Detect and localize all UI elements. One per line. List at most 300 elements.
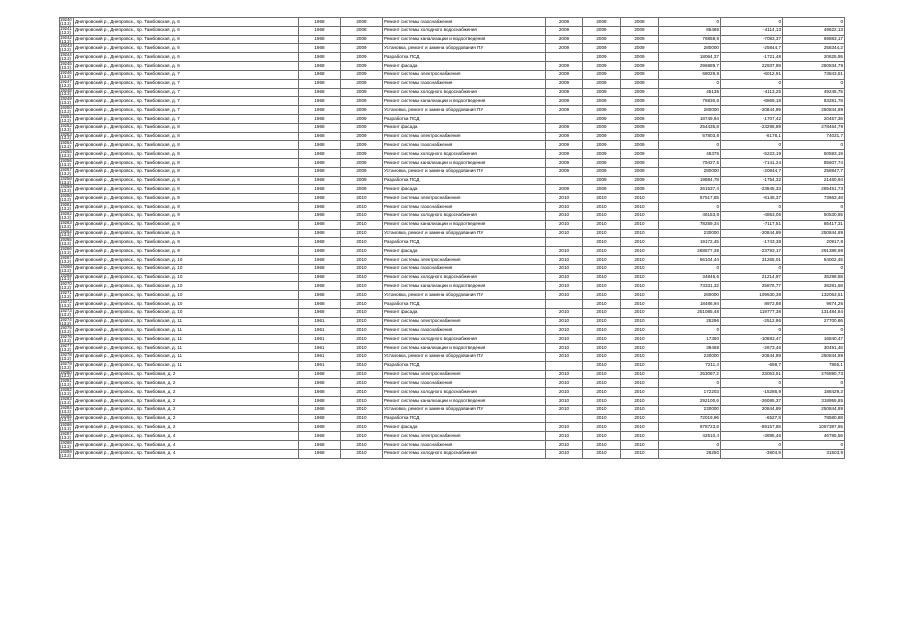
row-id-cell: 19242 (13.2): [60, 35, 72, 44]
cost-delta-cell: -89157,85: [721, 423, 783, 432]
cost-total-cell: 26250: [659, 449, 721, 458]
cost-final-cell: 276890,73: [783, 370, 845, 379]
year-end-cell: 2010: [583, 344, 621, 353]
year-finish-cell: 2010: [621, 264, 659, 273]
cost-delta-cell: -6178,1: [721, 132, 783, 141]
row-id-cell: 19282 (13.2): [60, 387, 72, 397]
build-year-cell: 1968: [299, 238, 341, 247]
row-id-cell: 19245 (13.2): [60, 61, 72, 70]
year-finish-cell: 2010: [621, 344, 659, 353]
build-year-cell: 1968: [299, 62, 341, 71]
cost-final-cell: 280834,79: [783, 62, 845, 71]
year-start-cell: [546, 414, 583, 423]
address-cell: Днепровский р., Днепровск., пр. Тамбовая, д. 2: [74, 370, 299, 379]
cost-final-cell: 27700,86: [783, 317, 845, 326]
cost-delta-cell: 8972,88: [721, 300, 783, 309]
address-cell: Днепровский р., Днепровск., пр. Тамбовая, д. 2: [74, 379, 299, 388]
year-finish-cell: 2009: [621, 123, 659, 132]
year-finish-cell: 2009: [621, 150, 659, 159]
address-cell: Днепровский р., Днепровск., пр. Тамбовая, д. 2: [74, 423, 299, 432]
year-end-cell: 2009: [583, 106, 621, 115]
cost-final-cell: 73663,48: [783, 194, 845, 203]
cost-delta-cell: -658,7: [721, 361, 783, 370]
year-end-cell: 2009: [583, 141, 621, 150]
year-start-cell: 2010: [546, 203, 583, 212]
row-id-cell: 19260 (13.2): [60, 193, 72, 203]
cost-final-cell: 7855,1: [783, 361, 845, 370]
address-cell: Днепровский р., Днепровск., пр. Тамбовая, д. 4: [74, 449, 299, 458]
cost-delta-cell: -25844,7: [721, 44, 783, 53]
table-row: [60, 70, 845, 79]
plan-year-cell: 2009: [341, 123, 383, 132]
cost-final-cell: 85607,74: [783, 159, 845, 168]
cost-total-cell: 67803,8: [659, 132, 721, 141]
year-end-cell: 2010: [583, 388, 621, 397]
cost-final-cell: 285451,73: [783, 185, 845, 194]
year-end-cell: 2010: [583, 238, 621, 247]
cost-final-cell: 318955,85: [783, 396, 845, 405]
address-cell: Днепровский р., Днепровск., пр. Тамбовая, д. 2: [74, 396, 299, 405]
year-finish-cell: 2010: [621, 432, 659, 441]
table-row: [60, 388, 845, 397]
year-start-cell: 2010: [546, 326, 583, 335]
row-id-cell: 19253 (13.2): [60, 132, 72, 141]
cost-final-cell: 16840,47: [783, 335, 845, 344]
year-start-cell: 2010: [546, 441, 583, 450]
plan-year-cell: 2010: [341, 326, 383, 335]
address-cell: Днепровский р., Днепровск., пр. Тамбовская, д. 9: [74, 247, 299, 256]
cost-final-cell: 49622,13: [783, 26, 845, 35]
work-type-cell: Ремонт фасада: [383, 123, 546, 132]
row-id-cell: 19256 (13.2): [60, 158, 72, 167]
cost-total-cell: 0: [659, 79, 721, 88]
cost-total-cell: 7211,4: [659, 361, 721, 370]
cost-delta-cell: -26085,37: [721, 396, 783, 405]
build-year-cell: 1961: [299, 352, 341, 361]
year-start-cell: 2009: [546, 88, 583, 97]
address-cell: Днепровский р., Днепровск., пр. Тамбовская, д. 7: [74, 97, 299, 106]
table-row: [60, 264, 845, 273]
year-start-cell: 2010: [546, 247, 583, 256]
year-end-cell: 2009: [583, 185, 621, 194]
cost-delta-cell: -3895,46: [721, 432, 783, 441]
table-row: [60, 53, 845, 62]
address-cell: Днепровский р., Днепровск., пр. Тамбовская, д. 11: [74, 352, 299, 361]
year-start-cell: 2009: [546, 79, 583, 88]
year-finish-cell: 2010: [621, 282, 659, 291]
year-finish-cell: 2010: [621, 194, 659, 203]
cost-total-cell: 280000: [659, 291, 721, 300]
year-finish-cell: 2009: [621, 79, 659, 88]
year-start-cell: 2010: [546, 449, 583, 458]
cost-final-cell: 20917,8: [783, 238, 845, 247]
cost-final-cell: 250844,89: [783, 106, 845, 115]
build-year-cell: 1968: [299, 308, 341, 317]
build-year-cell: 1968: [299, 176, 341, 185]
plan-year-cell: 2009: [341, 185, 383, 194]
row-id-cell: 19268 (13.2): [60, 264, 72, 273]
build-year-cell: 1968: [299, 88, 341, 97]
year-finish-cell: 2010: [621, 370, 659, 379]
cost-final-cell: 291388,98: [783, 247, 845, 256]
work-type-cell: Установка, ремонт и замена оборудования ПУ: [383, 44, 546, 53]
cost-final-cell: 20457,36: [783, 114, 845, 123]
plan-year-cell: 2010: [341, 361, 383, 370]
plan-year-cell: 2010: [341, 264, 383, 273]
plan-year-cell: 2010: [341, 203, 383, 212]
build-year-cell: 1968: [299, 211, 341, 220]
build-year-cell: 1968: [299, 396, 341, 405]
build-year-cell: 1968: [299, 114, 341, 123]
address-cell: Днепровский р., Днепровск., пр. Тамбовская, д. 8: [74, 159, 299, 168]
build-year-cell: 1968: [299, 291, 341, 300]
plan-year-cell: 2010: [341, 247, 383, 256]
work-type-cell: Установка, ремонт и замена оборудования ПУ: [383, 291, 546, 300]
cost-final-cell: 258847,7: [783, 167, 845, 176]
year-start-cell: 2010: [546, 396, 583, 405]
cost-total-cell: 18486,94: [659, 300, 721, 309]
cost-delta-cell: -15286,9: [721, 388, 783, 397]
build-year-cell: 1968: [299, 282, 341, 291]
cost-total-cell: 38458: [659, 344, 721, 353]
address-cell: Днепровский р., Днепровск., пр. Тамбовская, д. 9: [74, 220, 299, 229]
work-type-cell: Ремонт системы электроснабжения: [383, 194, 546, 203]
address-cell: Днепровский р., Днепровск., пр. Тамбовская, д. 7: [74, 106, 299, 115]
work-type-cell: Ремонт системы канализации и водоотведения: [383, 159, 546, 168]
table-row: [60, 441, 845, 450]
year-start-cell: 2009: [546, 159, 583, 168]
table-row: [60, 352, 845, 361]
table-row: [60, 220, 845, 229]
plan-year-cell: 2010: [341, 273, 383, 282]
work-type-cell: Ремонт фасада: [383, 62, 546, 71]
row-id-cell: 19278 (13.2): [60, 352, 72, 361]
year-finish-cell: 2010: [621, 379, 659, 388]
table-row: [60, 370, 845, 379]
table-row: [60, 141, 845, 150]
year-finish-cell: 2010: [621, 238, 659, 247]
plan-year-cell: 2010: [341, 344, 383, 353]
build-year-cell: 1968: [299, 449, 341, 458]
build-year-cell: 1968: [299, 264, 341, 273]
plan-year-cell: 2009: [341, 53, 383, 62]
row-id-cell: 19284 (13.2): [60, 405, 72, 414]
work-type-cell: Ремонт системы газоснабжения: [383, 264, 546, 273]
cost-final-cell: 69883,17: [783, 35, 845, 44]
table-body: [60, 18, 845, 459]
year-end-cell: 2009: [583, 97, 621, 106]
year-end-cell: 2010: [583, 229, 621, 238]
cost-delta-cell: -1707,42: [721, 114, 783, 123]
year-end-cell: 2009: [583, 88, 621, 97]
table-row: [60, 26, 845, 35]
year-end-cell: 2009: [583, 167, 621, 176]
cost-total-cell: 0: [659, 264, 721, 273]
plan-year-cell: 2009: [341, 141, 383, 150]
year-finish-cell: 2010: [621, 396, 659, 405]
cost-final-cell: 9674,26: [783, 300, 845, 309]
plan-year-cell: 2010: [341, 370, 383, 379]
build-year-cell: 1968: [299, 132, 341, 141]
row-id-cell: 19287 (13.2): [60, 431, 72, 441]
cost-final-cell: 74031,7: [783, 132, 845, 141]
table-row: [60, 326, 845, 335]
table-row: [60, 211, 845, 220]
cost-total-cell: 280000: [659, 44, 721, 53]
build-year-cell: 1968: [299, 405, 341, 414]
cost-delta-cell: -7083,37: [721, 35, 783, 44]
table-row: [60, 308, 845, 317]
cost-total-cell: 0: [659, 141, 721, 150]
plan-year-cell: 2009: [341, 114, 383, 123]
cost-total-cell: 73331,32: [659, 282, 721, 291]
year-start-cell: 2009: [546, 35, 583, 44]
year-end-cell: 2010: [583, 432, 621, 441]
row-id-cell: 19255 (13.2): [60, 149, 72, 159]
table-row: [60, 176, 845, 185]
address-cell: Днепровский р., Днепровск., пр. Тамбовская, д. 7: [74, 70, 299, 79]
address-cell: Днепровский р., Днепровск., пр. Тамбовская, д. 11: [74, 361, 299, 370]
year-start-cell: 2009: [546, 106, 583, 115]
cost-delta-cell: -4113,25: [721, 88, 783, 97]
cost-final-cell: 0: [783, 264, 845, 273]
cost-total-cell: 79427,5: [659, 159, 721, 168]
address-cell: Днепровский р., Днепровск., пр. Тамбовская, д. 9: [74, 229, 299, 238]
row-id-cell: 19254 (13.2): [60, 140, 72, 150]
year-start-cell: 2010: [546, 352, 583, 361]
year-start-cell: 2010: [546, 388, 583, 397]
cost-delta-cell: 21214,97: [721, 273, 783, 282]
cost-final-cell: 0: [783, 79, 845, 88]
cost-final-cell: 50593,19: [783, 150, 845, 159]
year-finish-cell: 2009: [621, 185, 659, 194]
address-cell: Днепровский р., Днепровск., пр. Тамбовая, д. 2: [74, 405, 299, 414]
year-start-cell: 2010: [546, 273, 583, 282]
year-start-cell: 2010: [546, 335, 583, 344]
table-row: [60, 229, 845, 238]
work-type-cell: Ремонт системы газоснабжения: [383, 79, 546, 88]
cost-total-cell: 0: [659, 203, 721, 212]
repair-program-table: [59, 17, 845, 459]
cost-delta-cell: -7117,51: [721, 220, 783, 229]
plan-year-cell: 2010: [341, 229, 383, 238]
year-finish-cell: 2010: [621, 247, 659, 256]
work-type-cell: Ремонт системы канализации и водоотведения: [383, 97, 546, 106]
address-cell: Днепровский р., Днепровск., пр. Тамбовская, д. 6: [74, 26, 299, 35]
work-type-cell: Установка, ремонт и замена оборудования ПУ: [383, 167, 546, 176]
year-end-cell: 2010: [583, 273, 621, 282]
year-finish-cell: 2009: [621, 141, 659, 150]
build-year-cell: 1968: [299, 53, 341, 62]
plan-year-cell: 2009: [341, 44, 383, 53]
cost-final-cell: 278464,79: [783, 123, 845, 132]
plan-year-cell: 2010: [341, 220, 383, 229]
cost-final-cell: 83281,78: [783, 97, 845, 106]
plan-year-cell: 2010: [341, 317, 383, 326]
build-year-cell: 1968: [299, 432, 341, 441]
year-end-cell: 2009: [583, 132, 621, 141]
table-row: [60, 414, 845, 423]
row-id-cell: 19275 (13.2): [60, 325, 72, 335]
address-cell: Днепровский р., Днепровск., пр. Тамбовская, д. 6: [74, 18, 299, 27]
cost-delta-cell: -6869,18: [721, 97, 783, 106]
address-cell: Днепровский р., Днепровск., пр. Тамбовская, д. 6: [74, 62, 299, 71]
year-finish-cell: 2009: [621, 70, 659, 79]
year-finish-cell: 2010: [621, 352, 659, 361]
year-end-cell: 2009: [583, 53, 621, 62]
plan-year-cell: 2010: [341, 238, 383, 247]
year-end-cell: 2010: [583, 335, 621, 344]
year-start-cell: 2009: [546, 141, 583, 150]
cost-total-cell: 230000: [659, 405, 721, 414]
year-finish-cell: 2010: [621, 317, 659, 326]
build-year-cell: 1968: [299, 220, 341, 229]
table-row: [60, 159, 845, 168]
cost-total-cell: 230000: [659, 229, 721, 238]
row-id-cell: 19285 (13.2): [60, 414, 72, 423]
cost-total-cell: 72019,96: [659, 414, 721, 423]
year-start-cell: 2010: [546, 255, 583, 264]
cost-delta-cell: 22937,89: [721, 62, 783, 71]
year-start-cell: 2010: [546, 220, 583, 229]
row-id-cell: 19240 (13.2): [60, 17, 72, 26]
plan-year-cell: 2009: [341, 88, 383, 97]
plan-year-cell: 2010: [341, 194, 383, 203]
plan-year-cell: 2010: [341, 388, 383, 397]
cost-total-cell: 230000: [659, 352, 721, 361]
address-cell: Днепровский р., Днепровск., пр. Тамбовская, д. 11: [74, 344, 299, 353]
year-start-cell: 2008: [546, 18, 583, 27]
work-type-cell: Ремонт фасада: [383, 247, 546, 256]
plan-year-cell: 2009: [341, 132, 383, 141]
build-year-cell: 1968: [299, 300, 341, 309]
row-id-cell: 19263 (13.2): [60, 220, 72, 229]
address-cell: Днепровский р., Днепровск., пр. Тамбовская, д. 10: [74, 255, 299, 264]
year-end-cell: 2010: [583, 308, 621, 317]
work-type-cell: Ремонт системы газоснабжения: [383, 326, 546, 335]
row-id-cell: 19266 (13.2): [60, 246, 72, 256]
cost-final-cell: 131484,84: [783, 308, 845, 317]
build-year-cell: 1968: [299, 370, 341, 379]
cost-total-cell: 254435,8: [659, 123, 721, 132]
plan-year-cell: 2009: [341, 97, 383, 106]
year-end-cell: 2009: [583, 123, 621, 132]
plan-year-cell: 2010: [341, 405, 383, 414]
cost-total-cell: 46375: [659, 150, 721, 159]
table-row: [60, 361, 845, 370]
table-row: [60, 317, 845, 326]
cost-final-cell: 250844,89: [783, 352, 845, 361]
cost-final-cell: 50530,85: [783, 211, 845, 220]
year-finish-cell: 2010: [621, 273, 659, 282]
cost-total-cell: 17360: [659, 335, 721, 344]
year-end-cell: 2009: [583, 114, 621, 123]
cost-delta-cell: 0: [721, 379, 783, 388]
row-id-cell: 19248 (13.2): [60, 88, 72, 97]
row-id-cell: 19283 (13.2): [60, 396, 72, 405]
work-type-cell: Ремонт системы газоснабжения: [383, 441, 546, 450]
row-id-cell: 19271 (13.2): [60, 290, 72, 300]
table-row: [60, 273, 845, 282]
row-id-cell: 19264 (13.2): [60, 229, 72, 238]
year-start-cell: 2010: [546, 282, 583, 291]
cost-final-cell: 84002,45: [783, 255, 845, 264]
plan-year-cell: 2009: [341, 167, 383, 176]
table-row: [60, 396, 845, 405]
plan-year-cell: 2010: [341, 300, 383, 309]
year-start-cell: 2009: [546, 44, 583, 53]
year-finish-cell: 2009: [621, 88, 659, 97]
cost-total-cell: 0: [659, 326, 721, 335]
address-cell: Днепровский р., Днепровск., пр. Тамбовская, д. 10: [74, 291, 299, 300]
year-finish-cell: 2009: [621, 26, 659, 35]
cost-delta-cell: -3804,9: [721, 449, 783, 458]
address-cell: Днепровский р., Днепровск., пр. Тамбовская, д. 8: [74, 141, 299, 150]
work-type-cell: Установка, ремонт и замена оборудования ПУ: [383, 405, 546, 414]
cost-delta-cell: 23053,51: [721, 370, 783, 379]
build-year-cell: 1968: [299, 106, 341, 115]
build-year-cell: 1961: [299, 344, 341, 353]
address-cell: Днепровский р., Днепровск., пр. Тамбовая, д. 2: [74, 388, 299, 397]
year-finish-cell: 2010: [621, 211, 659, 220]
table-row: [60, 62, 845, 71]
table-row: [60, 432, 845, 441]
address-cell: Днепровский р., Днепровск., пр. Тамбовская, д. 11: [74, 326, 299, 335]
work-type-cell: Разработка ПСД: [383, 361, 546, 370]
table-row: [60, 203, 845, 212]
build-year-cell: 1968: [299, 97, 341, 106]
year-end-cell: 2010: [583, 396, 621, 405]
cost-delta-cell: 0: [721, 203, 783, 212]
year-finish-cell: 2010: [621, 308, 659, 317]
cost-final-cell: 0: [783, 326, 845, 335]
year-start-cell: [546, 53, 583, 62]
table-row: [60, 114, 845, 123]
table-row: [60, 449, 845, 458]
work-type-cell: Ремонт системы канализации и водоотведения: [383, 220, 546, 229]
row-id-cell: 19249 (13.2): [60, 96, 72, 106]
year-end-cell: 2010: [583, 247, 621, 256]
cost-total-cell: 68029,8: [659, 70, 721, 79]
cost-final-cell: 0: [783, 379, 845, 388]
cost-total-cell: 172203: [659, 388, 721, 397]
year-end-cell: 2010: [583, 352, 621, 361]
year-start-cell: 2009: [546, 62, 583, 71]
year-end-cell: 2010: [583, 300, 621, 309]
cost-total-cell: 19172,45: [659, 238, 721, 247]
address-cell: Днепровский р., Днепровск., пр. Тамбовская, д. 8: [74, 167, 299, 176]
row-id-cell: 19265 (13.2): [60, 237, 72, 247]
year-finish-cell: 2010: [621, 441, 659, 450]
cost-total-cell: 18064,37: [659, 53, 721, 62]
row-id-cell: 19247 (13.2): [60, 79, 72, 88]
cost-delta-cell: -1754,32: [721, 176, 783, 185]
year-end-cell: 2009: [583, 35, 621, 44]
work-type-cell: Установка, ремонт и замена оборудования ПУ: [383, 352, 546, 361]
year-finish-cell: 2010: [621, 229, 659, 238]
cost-total-cell: 280000: [659, 106, 721, 115]
work-type-cell: Ремонт системы электроснабжения: [383, 432, 546, 441]
plan-year-cell: 2009: [341, 159, 383, 168]
year-start-cell: [546, 114, 583, 123]
cost-total-cell: 66104,44: [659, 255, 721, 264]
year-finish-cell: 2010: [621, 220, 659, 229]
plan-year-cell: 2009: [341, 62, 383, 71]
cost-delta-cell: -7141,24: [721, 159, 783, 168]
plan-year-cell: 2010: [341, 282, 383, 291]
year-start-cell: [546, 361, 583, 370]
year-end-cell: 2009: [583, 44, 621, 53]
